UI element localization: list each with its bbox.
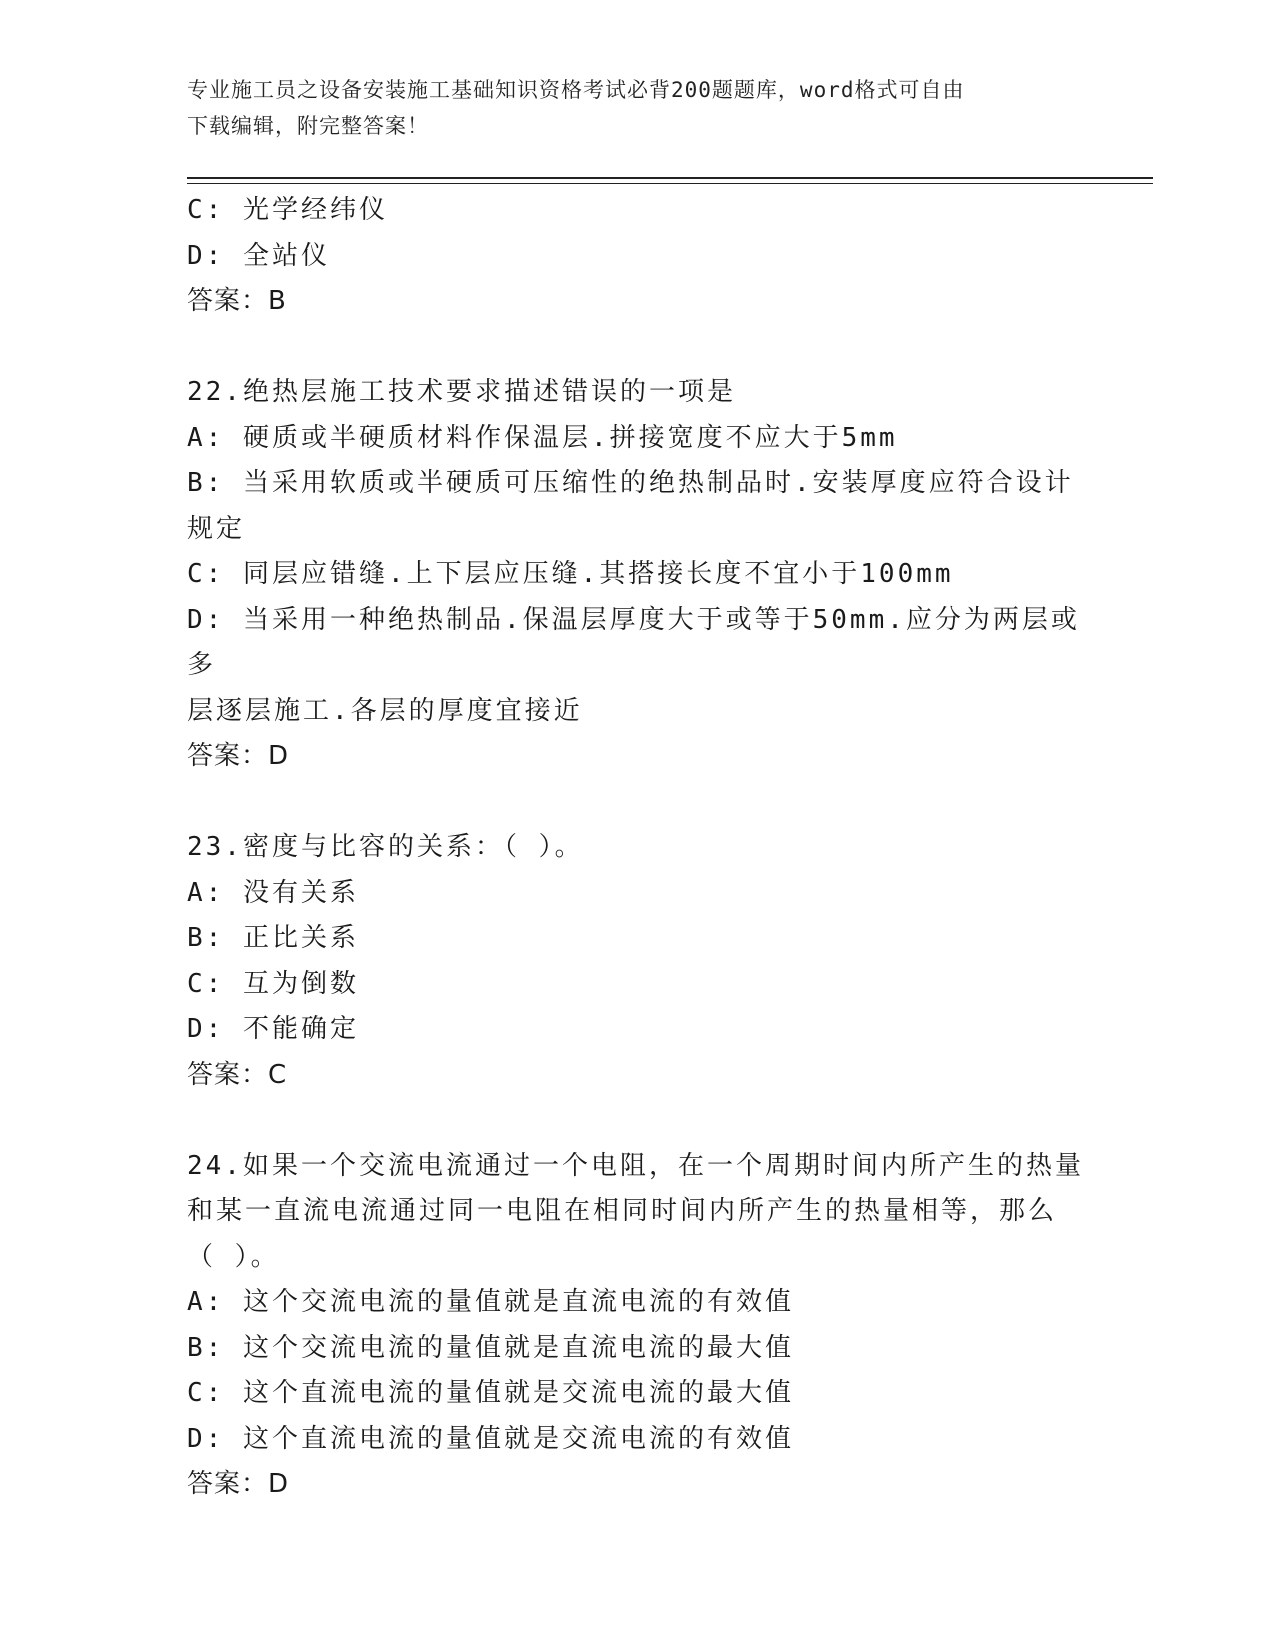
answer-line: 答案：C	[187, 1059, 288, 1090]
option-d: D: 不能确定	[187, 1014, 359, 1044]
option-c: C: 光学经纬仪	[187, 195, 388, 225]
header-divider-thin	[187, 183, 1153, 184]
question-stem: 22.绝热层施工技术要求描述错误的一项是	[187, 377, 736, 407]
option-a: A: 没有关系	[187, 877, 359, 908]
option-b-continued: 规定	[187, 513, 246, 544]
option-c: C: 互为倒数	[187, 968, 359, 999]
answer-line: 答案：B	[187, 286, 287, 316]
question-list	[187, 188, 1087, 1508]
option-d-continued: 层逐层施工.各层的厚度宜接近	[187, 695, 583, 726]
header-divider-thick	[187, 177, 1153, 179]
question-21-tail	[187, 188, 1087, 325]
answer-line: 答案：D	[187, 741, 290, 771]
option-c: C: 这个直流电流的量值就是交流电流的最大值	[187, 1378, 794, 1408]
spacer	[187, 325, 1087, 371]
question-stem-continued: （ ）。	[187, 1241, 280, 1272]
question-stem: 24.如果一个交流电流通过一个电阻，在一个周期时间内所产生的热量	[187, 1150, 1084, 1181]
option-b: B: 这个交流电流的量值就是直流电流的最大值	[187, 1332, 794, 1363]
header-title-line-1: 专业施工员之设备安装施工基础知识资格考试必背200题题库，word格式可自由	[187, 78, 965, 102]
spacer	[187, 780, 1087, 826]
option-a: A: 硬质或半硬质材料作保温层.拼接宽度不应大于5mm	[187, 422, 898, 453]
option-d: D: 当采用一种绝热制品.保温层厚度大于或等于50mm.应分为两层或多	[187, 604, 1080, 680]
answer-line: 答案：D	[187, 1469, 290, 1499]
option-b: B: 正比关系	[187, 923, 359, 953]
question-stem-continued: 和某一直流电流通过同一电阻在相同时间内所产生的热量相等，那么	[187, 1196, 1058, 1226]
option-c: C: 同层应错缝.上下层应压缝.其搭接长度不宜小于100mm	[187, 559, 954, 589]
spacer	[187, 1098, 1087, 1144]
option-b: B: 当采用软质或半硬质可压缩性的绝热制品时.安装厚度应符合设计	[187, 468, 1074, 498]
question-stem: 23.密度与比容的关系：（ ）。	[187, 832, 584, 862]
option-d: D: 这个直流电流的量值就是交流电流的有效值	[187, 1423, 794, 1454]
option-a: A: 这个交流电流的量值就是直流电流的有效值	[187, 1287, 794, 1317]
page-header	[187, 72, 1087, 144]
question-24	[187, 1144, 1087, 1508]
question-22	[187, 370, 1087, 780]
option-d: D: 全站仪	[187, 240, 330, 271]
header-title-line-2: 下载编辑，附完整答案！	[187, 114, 429, 138]
question-23	[187, 825, 1087, 1098]
